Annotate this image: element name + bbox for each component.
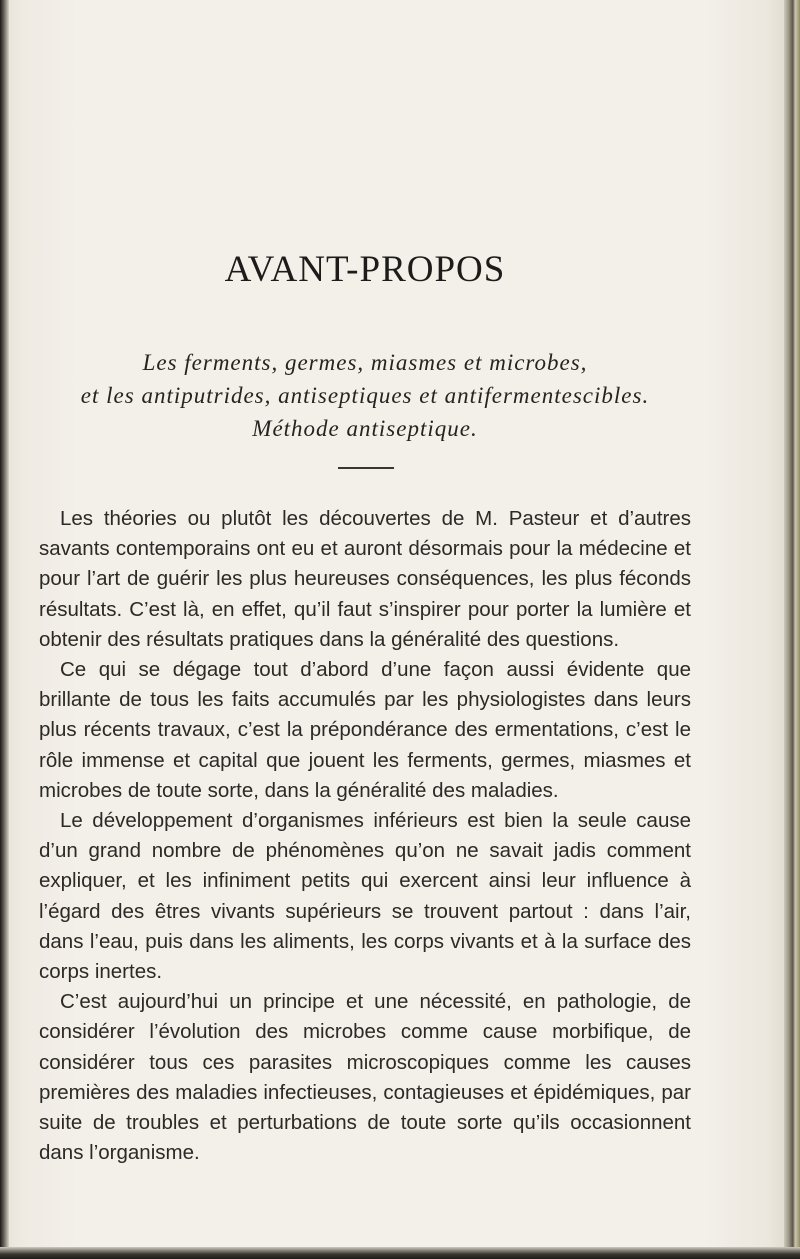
paragraph: C’est aujourd’hui un principe et une nécessité, en pathologie, de considérer l’évolution des microbes comme cause morbifique, de considérer tous ces parasites microscopiques comme les causes premières des maladies infectieuses, contagieuses et épidémiques, par suite de troubles et perturbations de toute sorte qu’ils occasionnent dans l’organisme. bbox=[39, 990, 691, 1165]
subtitle-line: et les antiputrides, antiseptiques et antifermentescibles. bbox=[80, 383, 650, 408]
paragraph: Les théories ou plutôt les découvertes de M. Pasteur et d’autres savants contemporains ont eu et auront désormais pour la médecine et pour l’art de guérir les plus heureuses conséquences, les plus féconds résultats. C’est là, en effet, qu’il faut s’inspirer pour porter la lumière et obtenir des résultats pratiques dans la généralité des questions. bbox=[39, 507, 691, 651]
body-text bbox=[39, 504, 691, 1168]
page-title: AVANT-PROPOS bbox=[224, 249, 506, 290]
page-edge-stack bbox=[784, 0, 800, 1259]
paragraph: Ce qui se dégage tout d’abord d’une façon aussi évidente que brillante de tous les faits accumulés par les physiologistes dans leurs plus récents travaux, c’est la prépondérance des ermentations, c’est le rôle immense et capital que jouent les ferments, germes, miasmes et microbes de toute sorte, dans la généralité des maladies. bbox=[39, 658, 691, 802]
subtitle-line: Les ferments, germes, miasmes et microbes, bbox=[142, 350, 588, 375]
subtitle-line: Méthode antiseptique. bbox=[252, 416, 478, 441]
page-gutter-shadow bbox=[0, 0, 9, 1259]
page-bottom-shadow bbox=[0, 1247, 800, 1259]
paragraph: Le développement d’organismes inférieurs est bien la seule cause d’un grand nombre de phénomènes qu’on ne savait jadis comment expliquer, et les infiniment petits qui exercent ainsi leur influence à l’égard des êtres vivants supérieurs se trouvent partout : dans l’air, dans l’eau, puis dans les aliments, les corps vivants et à la surface des corps inertes. bbox=[39, 809, 691, 984]
section-divider bbox=[338, 467, 394, 469]
